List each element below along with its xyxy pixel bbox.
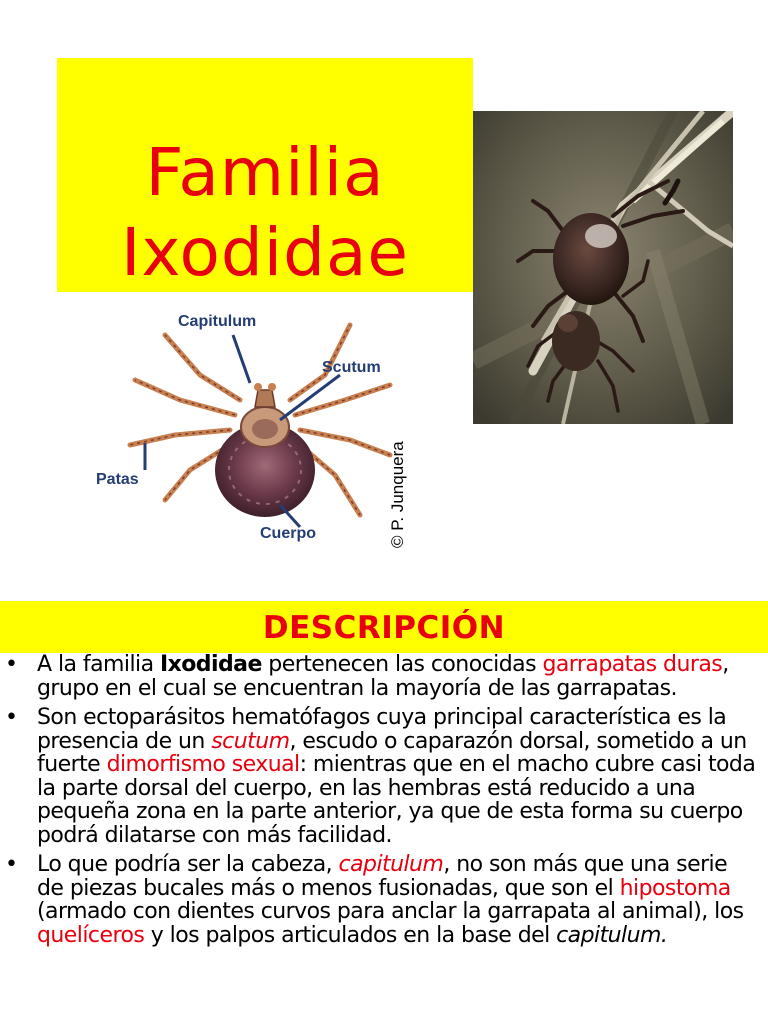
description-heading: DESCRIPCIÓN <box>262 610 506 646</box>
text-fragment: A la familia <box>37 652 160 677</box>
list-item <box>0 853 768 947</box>
copyright-notice: © P. Junquera <box>388 441 407 548</box>
title-line-2: Ixodidae <box>120 214 410 291</box>
description-list <box>0 653 768 947</box>
highlighted-term: quelíceros <box>37 922 145 948</box>
text-fragment: y los palpos articulados en la base del <box>144 922 557 948</box>
bullet-icon: • <box>5 705 18 730</box>
title-box <box>57 58 473 292</box>
label-patas: Patas <box>96 471 139 488</box>
bold-term: Ixodidae <box>159 652 262 677</box>
text-fragment: (armado con dientes curvos para anclar la garrapata al animal), los <box>37 899 744 924</box>
tick-photo <box>473 111 733 424</box>
text-fragment: pertenecen las conocidas <box>261 652 543 677</box>
highlighted-term: hipostoma <box>619 875 731 901</box>
highlighted-term: scutum <box>211 728 290 754</box>
description-heading-bar <box>0 601 768 653</box>
list-item <box>0 653 768 700</box>
title-line-1: Familia <box>145 134 385 211</box>
text-fragment: : mientras que en el macho cubre casi toda la parte dorsal del cuerpo, en las hembras está reducido a una pequeña zona en la parte anterior, ya que de esta forma su cuerpo podrá dilatarse con más facilidad. <box>37 752 756 848</box>
bullet-icon: • <box>5 652 18 677</box>
tick-anatomy-diagram <box>90 305 430 560</box>
text-fragment: Son ectoparásitos hematófagos cuya principal característica es la presencia de un <box>37 705 727 754</box>
label-scutum: Scutum <box>322 359 381 376</box>
text-fragment: , escudo o caparazón dorsal, sometido a un fuerte <box>37 728 747 777</box>
highlighted-term: dimorfismo sexual <box>106 752 300 777</box>
bullet-icon: • <box>5 852 18 877</box>
label-cuerpo: Cuerpo <box>260 525 316 542</box>
tick-illustration <box>90 305 430 560</box>
text-fragment: , no son más que una serie de piezas bucales más o menos fusionadas, que son el <box>37 852 728 901</box>
text-fragment: Lo que podría ser la cabeza, <box>37 852 339 877</box>
list-item <box>0 706 768 847</box>
tick-photo-image <box>473 111 733 424</box>
text-fragment: , grupo en el cual se encuentran la mayoría de las garrapatas. <box>37 652 729 701</box>
italic-term: capitulum. <box>556 922 668 948</box>
highlighted-term: garrapatas duras <box>542 652 723 677</box>
highlighted-term: capitulum <box>338 852 444 877</box>
label-capitulum: Capitulum <box>178 313 257 330</box>
